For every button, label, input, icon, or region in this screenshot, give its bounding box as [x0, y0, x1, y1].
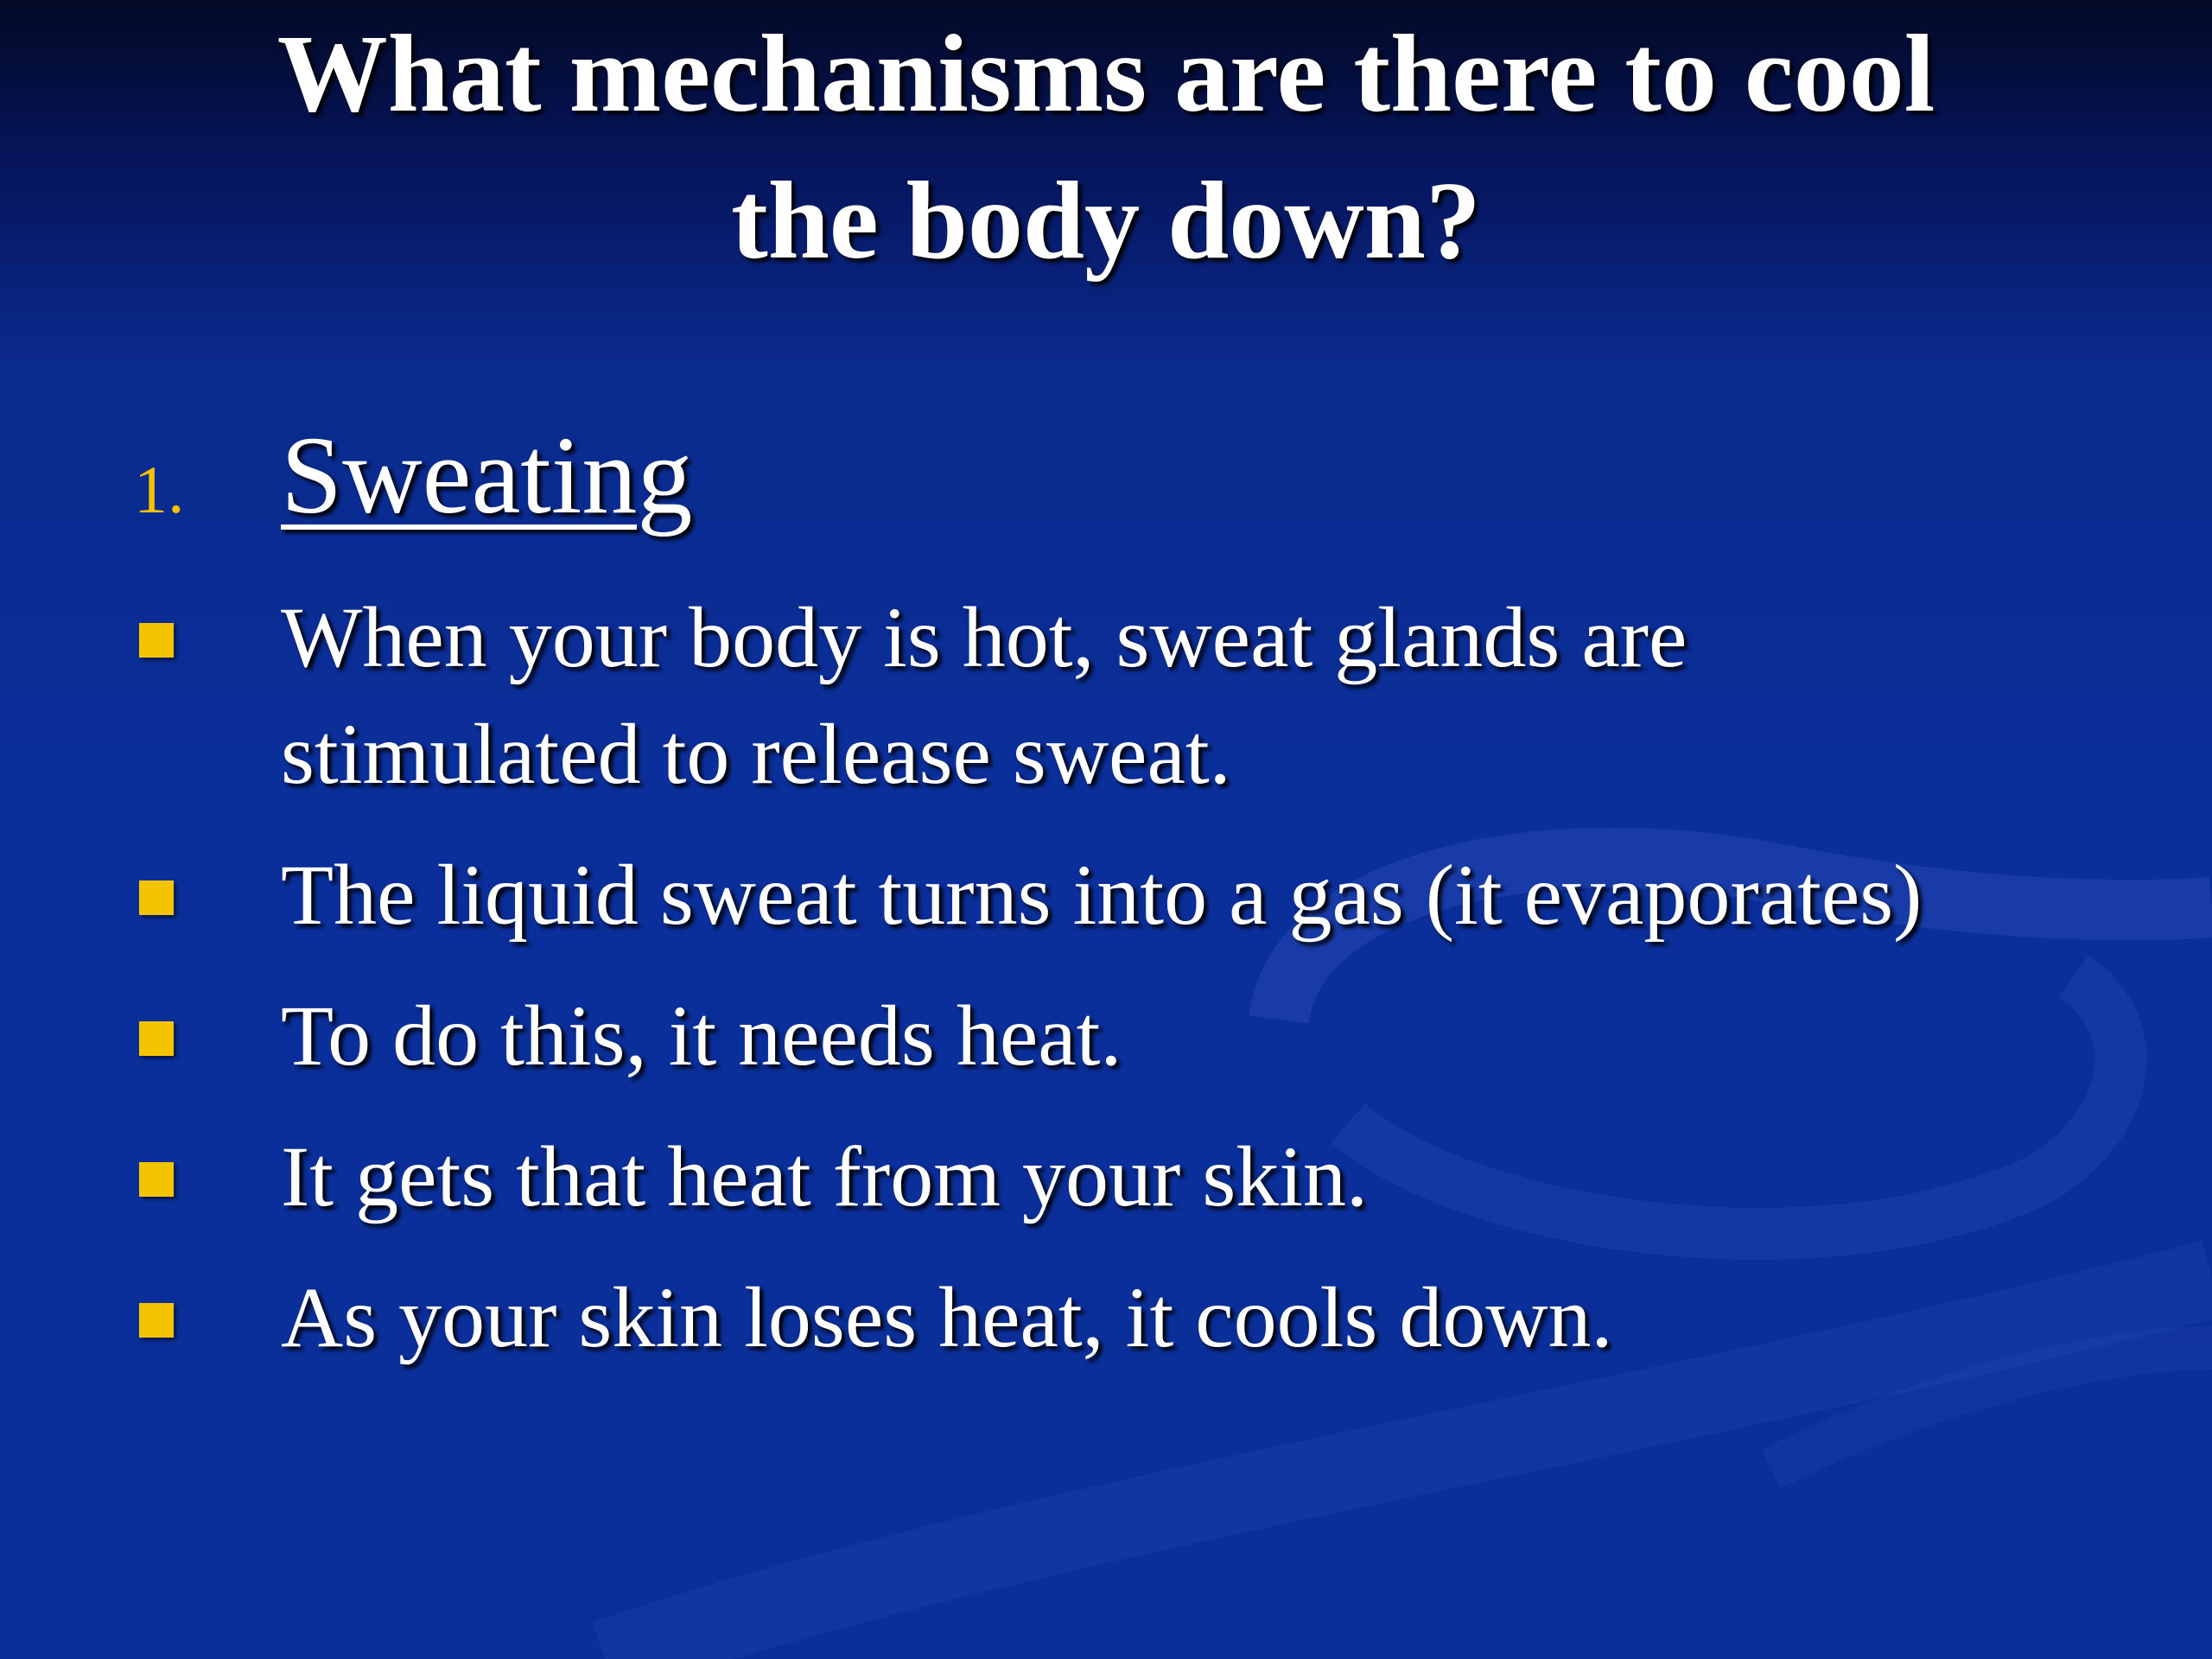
bullet-text: It gets that heat from your skin. [281, 1128, 1369, 1224]
bullet-text-continued: stimulated to release sweat. [281, 706, 1231, 802]
bullet-list [134, 579, 2208, 1400]
square-bullet-icon [139, 880, 174, 915]
bullet-text: When your body is hot, sweat glands are [281, 589, 1688, 685]
heading-sweating: Sweating [281, 414, 693, 537]
square-bullet-icon [139, 1021, 174, 1056]
bullet-item [134, 836, 2208, 953]
square-bullet-icon [139, 1162, 174, 1197]
bullet-text: To do this, it needs heat. [281, 988, 1122, 1084]
bullet-text: The liquid sweat turns into a gas (it evaporates) [281, 847, 1923, 943]
square-bullet-icon [139, 1303, 174, 1338]
list-number: 1. [134, 452, 185, 527]
slide-title [112, 0, 2100, 294]
slide-title-line-2: the body down? [731, 159, 1481, 282]
bullet-item [134, 1259, 2208, 1376]
numbered-heading [134, 410, 2121, 549]
slide-title-line-1: What mechanisms are there to cool [276, 12, 1936, 135]
bullet-item [134, 1118, 2208, 1235]
bullet-item [134, 977, 2208, 1094]
bullet-item [134, 579, 2208, 812]
square-bullet-icon [139, 623, 174, 658]
bullet-text: As your skin loses heat, it cools down. [281, 1269, 1613, 1365]
